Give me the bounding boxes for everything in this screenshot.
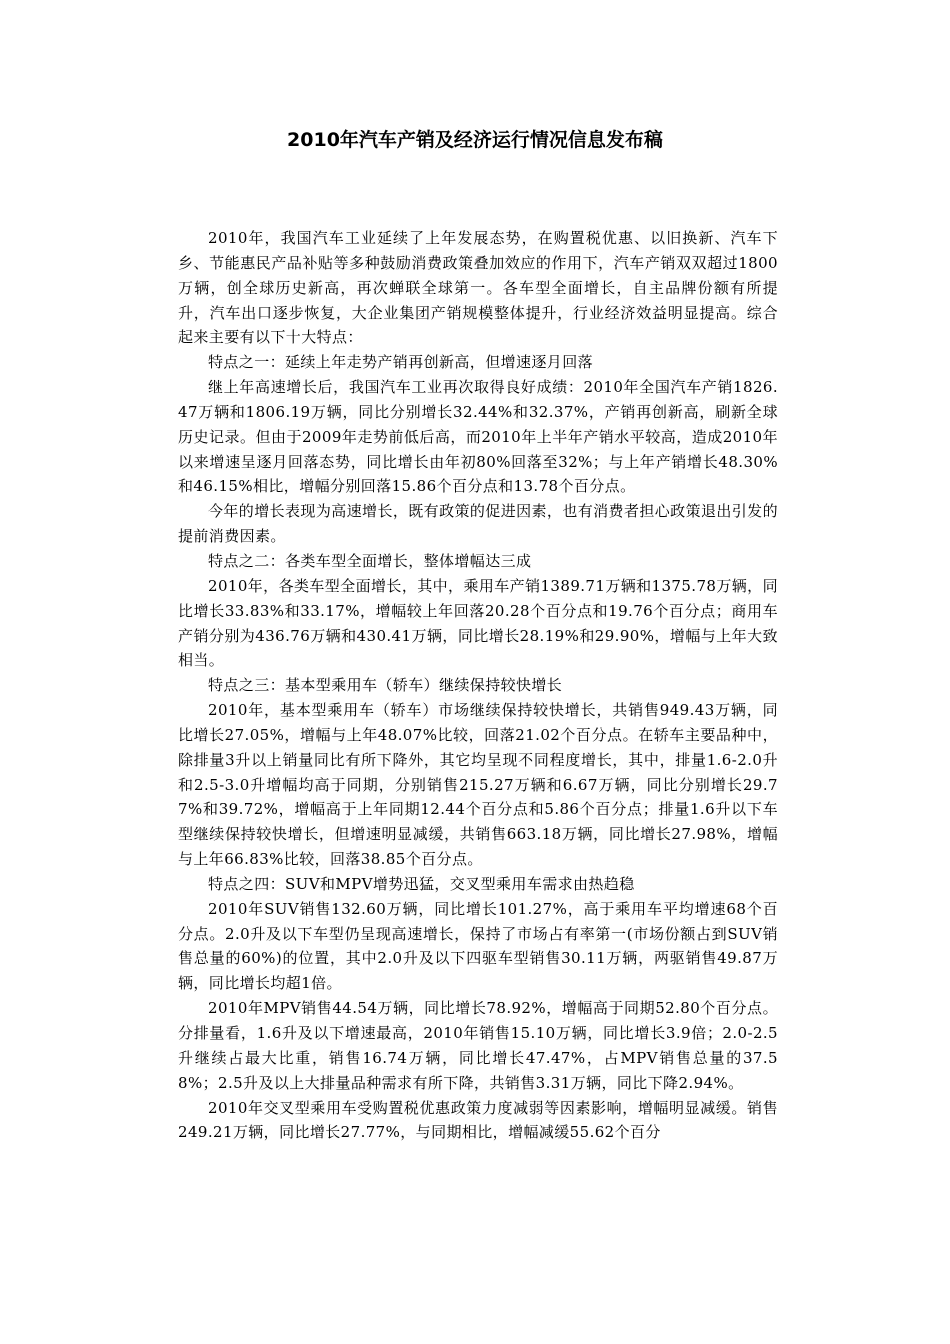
feature-2-heading: 特点之二：各类车型全面增长，整体增幅达三成 [208, 551, 532, 570]
document-title: 2010年汽车产销及经济运行情况信息发布稿 [287, 129, 663, 151]
feature-4-suv-paragraph: 2010年SUV销售132.60万辆，同比增长101.27%，高于乘用车平均增速68个百分点。2.0升及以下车型仍呈现高速增长，保持了市场占有率第一(市场份额占到SUV销售总量的60%)的位置，其中2.0升及以下四驱车型销售30.11万辆，两驱销售49.87万辆，同比增长均超1倍。 [178, 899, 778, 993]
feature-3-paragraph: 2010年，基本型乘用车（轿车）市场继续保持较快增长，共销售949.43万辆，同比增长27.05%，增幅与上年48.07%比较，回落21.02个百分点。在轿车主要品种中，除排量3升以上销量同比有所下降外，其它均呈现不同程度增长，其中，排量1.6-2.0升和2.5-3.0升增幅均高于同期，分别销售215.27万辆和6.67万辆，同比分别增长29.77%和39.72%，增幅高于上年同期12.44个百分点和5.86个百分点；排量1.6升以下车型继续保持较快增长，但增速明显减缓，共销售663.18万辆，同比增长27.98%，增幅与上年66.83%比较，回落38.85个百分点。 [178, 701, 778, 869]
feature-2-paragraph: 2010年，各类车型全面增长，其中，乘用车产销1389.71万辆和1375.78万辆，同比增长33.83%和33.17%，增幅较上年回落20.28个百分点和19.76个百分点；商用车产销分别为436.76万辆和430.41万辆，同比增长28.19%和29.90%，增幅与上年大致相当。 [178, 576, 778, 670]
feature-4-mpv-paragraph: 2010年MPV销售44.54万辆，同比增长78.92%，增幅高于同期52.80个百分点。分排量看，1.6升及以下增速最高，2010年销售15.10万辆，同比增长3.9倍；2.0-2.5升继续占最大比重，销售16.74万辆，同比增长47.47%，占MPV销售总量的37.58%；2.5升及以上大排量品种需求有所下降，共销售3.31万辆，同比下降2.94%。 [178, 999, 778, 1092]
document-body [178, 226, 778, 1145]
feature-1-note-paragraph: 今年的增长表现为高速增长，既有政策的促进因素，也有消费者担心政策退出引发的提前消费因素。 [178, 502, 778, 546]
feature-1-paragraph: 继上年高速增长后，我国汽车工业再次取得良好成绩：2010年全国汽车产销1826.47万辆和1806.19万辆，同比分别增长32.44%和32.37%，产销再创新高，刷新全球历史记录。但由于2009年走势前低后高，而2010年上半年产销水平较高，造成2010年以来增速呈逐月回落态势，同比增长由年初80%回落至32%；与上年产销增长48.30%和46.15%相比，增幅分别回落15.86个百分点和13.78个百分点。 [178, 378, 778, 496]
feature-3-heading: 特点之三：基本型乘用车（轿车）继续保持较快增长 [208, 676, 563, 695]
feature-1-heading: 特点之一：延续上年走势产销再创新高，但增速逐月回落 [208, 353, 594, 372]
feature-4-heading: 特点之四：SUV和MPV增势迅猛，交叉型乘用车需求由热趋稳 [208, 874, 635, 893]
feature-4-crossover-paragraph: 2010年交叉型乘用车受购置税优惠政策力度减弱等因素影响，增幅明显减缓。销售249.21万辆，同比增长27.77%，与同期相比，增幅减缓55.62个百分 [178, 1098, 778, 1142]
intro-paragraph: 2010年，我国汽车工业延续了上年发展态势，在购置税优惠、以旧换新、汽车下乡、节能惠民产品补贴等多种鼓励消费政策叠加效应的作用下，汽车产销双双超过1800万辆，创全球历史新高，再次蝉联全球第一。各车型全面增长，自主品牌份额有所提升，汽车出口逐步恢复，大企业集团产销规模整体提升，行业经济效益明显提高。综合起来主要有以下十大特点： [178, 229, 778, 347]
